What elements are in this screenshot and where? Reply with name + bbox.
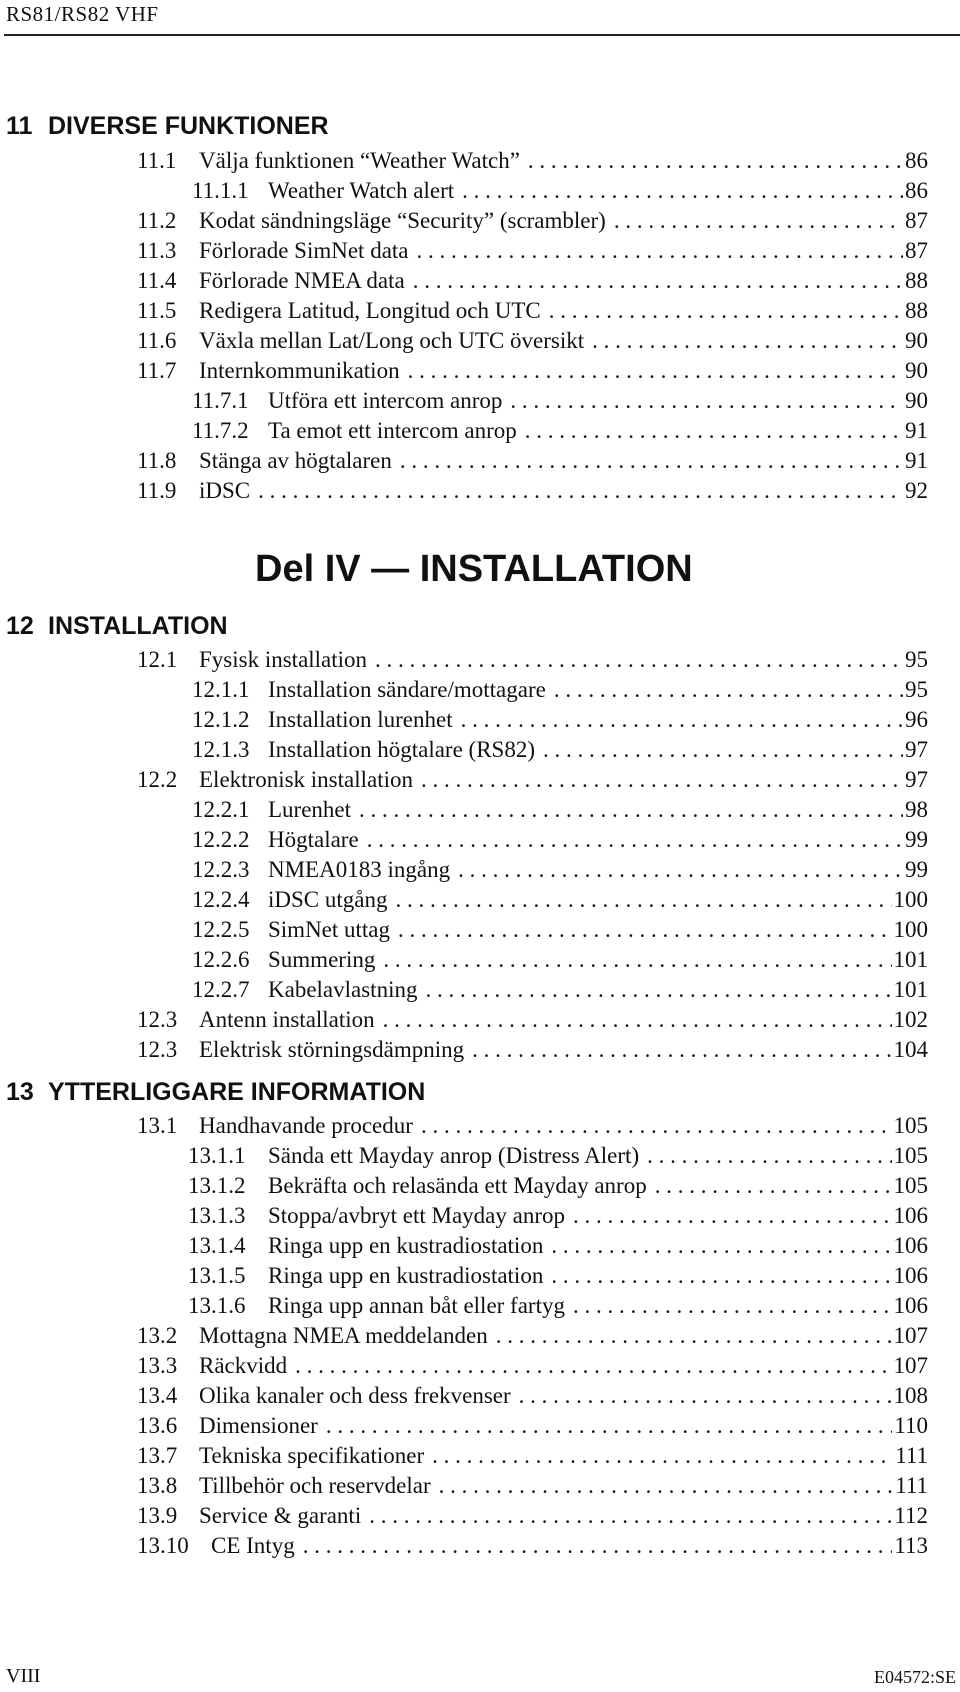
toc-entry[interactable]: [137, 1005, 928, 1035]
toc-entry[interactable]: [192, 915, 928, 945]
toc-number: 13.1.4: [188, 1233, 246, 1258]
toc-title: Redigera Latitud, Longitud och UTC: [199, 298, 541, 323]
toc-page: 99: [905, 857, 928, 882]
toc-page: 100: [893, 887, 928, 912]
toc-title: Välja funktionen “Weather Watch”: [199, 148, 520, 173]
toc-title: CE Intyg: [211, 1533, 295, 1558]
toc-title: Tillbehör och reservdelar: [199, 1473, 431, 1498]
toc-leader: [525, 416, 903, 446]
toc-number: 11.6: [137, 328, 177, 353]
toc-page: 111: [895, 1473, 928, 1498]
toc-leader: [573, 1201, 891, 1231]
toc-number: 13.1.2: [188, 1173, 246, 1198]
part-title: Del IV — INSTALLATION: [255, 548, 693, 590]
toc-page: 97: [905, 767, 928, 792]
header-rule: [4, 34, 960, 36]
toc-entry[interactable]: [137, 1411, 928, 1441]
toc-page: 101: [893, 977, 928, 1002]
toc-page: 97: [905, 737, 928, 762]
toc-number: 12.3: [137, 1007, 178, 1032]
toc-leader: [421, 1111, 892, 1141]
toc-number: 12.1.2: [192, 707, 250, 732]
toc-leader: [398, 915, 891, 945]
toc-leader: [326, 1411, 893, 1441]
toc-leader: [383, 945, 891, 975]
toc-entry[interactable]: [137, 765, 928, 795]
toc-entry[interactable]: [137, 1321, 928, 1351]
toc-title: Växla mellan Lat/Long och UTC översikt: [199, 328, 585, 353]
toc-leader: [655, 1171, 892, 1201]
toc-title: Kodat sändningsläge “Security” (scrambler): [199, 208, 606, 233]
toc-number: 11.2: [137, 208, 177, 233]
toc-number: 13.3: [137, 1353, 178, 1378]
toc-entry[interactable]: [188, 1171, 928, 1201]
toc-number: 13.1.3: [188, 1203, 246, 1228]
toc-entry[interactable]: [137, 356, 928, 386]
document-header: RS81/RS82 VHF: [6, 2, 159, 26]
toc-number: 13.10: [137, 1533, 189, 1558]
toc-entry[interactable]: [192, 176, 928, 206]
toc-leader: [295, 1351, 891, 1381]
toc-entry[interactable]: [137, 446, 928, 476]
toc-leader: [367, 825, 903, 855]
toc-number: 13.9: [137, 1503, 178, 1528]
toc-title: Bekräfta och relasända ett Mayday anrop: [268, 1173, 647, 1198]
toc-page: 104: [893, 1037, 928, 1062]
toc-entry[interactable]: [137, 236, 928, 266]
toc-leader: [510, 386, 903, 416]
toc-title: Installation lurenhet: [268, 707, 453, 732]
toc-number: 13.1.6: [188, 1293, 246, 1318]
toc-page: 100: [893, 917, 928, 942]
toc-number: 12.2.5: [192, 917, 250, 942]
toc-title: Stänga av högtalaren: [199, 448, 392, 473]
toc-page: 98: [905, 797, 928, 822]
toc-number: 13.1.1: [188, 1143, 246, 1168]
toc-number: 13.8: [137, 1473, 178, 1498]
toc-entry[interactable]: [137, 206, 928, 236]
toc-entry[interactable]: [192, 705, 928, 735]
toc-number: 13.1: [137, 1113, 178, 1138]
toc-entry[interactable]: [137, 1111, 928, 1141]
toc-title: Ringa upp en kustradiostation: [268, 1233, 544, 1258]
toc-entry[interactable]: [192, 885, 928, 915]
toc-title: Summering: [268, 947, 376, 972]
toc-entry[interactable]: [137, 146, 928, 176]
toc-title: Fysisk installation: [199, 647, 368, 672]
section-title-13: [6, 1078, 425, 1107]
toc-title: Förlorade NMEA data: [199, 268, 405, 293]
toc-page: 105: [893, 1173, 928, 1198]
toc-number: 12.1.3: [192, 737, 250, 762]
toc-title: Ringa upp annan båt eller fartyg: [268, 1293, 565, 1318]
toc-entry[interactable]: [137, 476, 928, 506]
toc-entry[interactable]: [137, 266, 928, 296]
toc-entry[interactable]: [192, 416, 928, 446]
toc-entry[interactable]: [192, 945, 928, 975]
section-label: INSTALLATION: [48, 612, 228, 640]
toc-page: 110: [894, 1413, 928, 1438]
toc-page: 86: [905, 178, 928, 203]
toc-page: 95: [905, 647, 928, 672]
toc-leader: [439, 1471, 894, 1501]
toc-leader: [592, 326, 903, 356]
section-title-11: [6, 112, 329, 141]
toc-page: 88: [905, 298, 928, 323]
toc-number: 11.3: [137, 238, 177, 263]
toc-page: 86: [905, 148, 928, 173]
toc-entry[interactable]: [192, 825, 928, 855]
toc-title: iDSC utgång: [268, 887, 388, 912]
toc-number: 11.7.2: [192, 418, 249, 443]
toc-leader: [369, 1501, 892, 1531]
toc-entry[interactable]: [137, 1501, 928, 1531]
toc-page: 92: [905, 478, 928, 503]
toc-number: 12.2.7: [192, 977, 250, 1002]
toc-number: 12.2.3: [192, 857, 250, 882]
toc-entry[interactable]: [137, 645, 928, 675]
toc-number: 12.1: [137, 647, 178, 672]
section-title-12: [6, 612, 228, 641]
toc-number: 11.7: [137, 358, 177, 383]
toc-leader: [417, 236, 903, 266]
toc-page: 88: [905, 268, 928, 293]
toc-entry[interactable]: [192, 735, 928, 765]
toc-entry[interactable]: [188, 1231, 928, 1261]
toc-page: 108: [893, 1383, 928, 1408]
toc-title: Ta emot ett intercom anrop: [268, 418, 517, 443]
toc-page: 90: [905, 358, 928, 383]
toc-leader: [375, 645, 903, 675]
toc-number: 11.7.1: [192, 388, 249, 413]
toc-leader: [496, 1321, 892, 1351]
toc-title: Dimensioner: [199, 1413, 318, 1438]
toc-title: Service & garanti: [199, 1503, 362, 1528]
toc-entry[interactable]: [137, 1471, 928, 1501]
toc-leader: [472, 1035, 891, 1065]
toc-title: Installation sändare/mottagare: [268, 677, 546, 702]
toc-page: 106: [893, 1203, 928, 1228]
toc-entry[interactable]: [137, 1531, 928, 1561]
toc-number: 13.1.5: [188, 1263, 246, 1288]
toc-number: 13.7: [137, 1443, 178, 1468]
toc-number: 13.6: [137, 1413, 178, 1438]
toc-number: 12.2.2: [192, 827, 250, 852]
toc-page: 95: [905, 677, 928, 702]
toc-entry[interactable]: [192, 675, 928, 705]
toc-leader: [383, 1005, 892, 1035]
toc-page: 107: [893, 1353, 928, 1378]
toc-leader: [462, 176, 903, 206]
page-number: VIII: [6, 1665, 41, 1687]
toc-title: Installation högtalare (RS82): [268, 737, 535, 762]
toc-number: 13.2: [137, 1323, 178, 1348]
toc-title: Förlorade SimNet data: [199, 238, 409, 263]
section-number: 12: [6, 612, 34, 640]
toc-entry[interactable]: [192, 975, 928, 1005]
toc-title: Tekniska specifikationer: [199, 1443, 425, 1468]
toc-title: Kabelavlastning: [268, 977, 418, 1002]
toc-entry[interactable]: [188, 1141, 928, 1171]
toc-page: 90: [905, 328, 928, 353]
toc-title: Elektrisk störningsdämpning: [199, 1037, 465, 1062]
toc-number: 11.4: [137, 268, 177, 293]
toc-title: iDSC: [199, 478, 251, 503]
toc-number: 12.1.1: [192, 677, 250, 702]
toc-page: 87: [905, 208, 928, 233]
toc-title: Utföra ett intercom anrop: [268, 388, 503, 413]
toc-entry[interactable]: [137, 1441, 928, 1471]
toc-number: 12.3: [137, 1037, 178, 1062]
toc-title: SimNet uttag: [268, 917, 391, 942]
toc-leader: [551, 1231, 891, 1261]
toc-leader: [528, 146, 903, 176]
toc-entry[interactable]: [188, 1201, 928, 1231]
document-code: E04572:SE: [873, 1667, 956, 1687]
toc-title: NMEA0183 ingång: [268, 857, 451, 882]
toc-page: 107: [893, 1323, 928, 1348]
toc-title: Lurenhet: [268, 797, 352, 822]
toc-page: 113: [894, 1533, 928, 1558]
toc-page: 106: [893, 1293, 928, 1318]
toc-page: 112: [894, 1503, 928, 1528]
toc-page: 96: [905, 707, 928, 732]
toc-title: Sända ett Mayday anrop (Distress Alert): [268, 1143, 640, 1168]
toc-leader: [303, 1531, 893, 1561]
toc-title: Elektronisk installation: [199, 767, 413, 792]
toc-number: 12.2.4: [192, 887, 250, 912]
toc-page: 99: [905, 827, 928, 852]
toc-number: 11.1.1: [192, 178, 249, 203]
toc-page: 91: [905, 448, 928, 473]
toc-title: Internkommunikation: [199, 358, 400, 383]
toc-entry[interactable]: [137, 1035, 928, 1065]
toc-page: 87: [905, 238, 928, 263]
toc-entry[interactable]: [137, 326, 928, 356]
section-label: DIVERSE FUNKTIONER: [48, 112, 329, 140]
toc-leader: [408, 356, 903, 386]
toc-entry[interactable]: [192, 855, 928, 885]
toc-leader: [551, 1261, 891, 1291]
toc-entry[interactable]: [188, 1261, 928, 1291]
toc-leader: [573, 1291, 892, 1321]
toc-page: 105: [893, 1143, 928, 1168]
toc-title: Weather Watch alert: [268, 178, 455, 203]
toc-leader: [425, 975, 891, 1005]
toc-leader: [413, 266, 903, 296]
toc-number: 12.2: [137, 767, 178, 792]
toc-title: Mottagna NMEA meddelanden: [199, 1323, 488, 1348]
toc-title: Handhavande procedur: [199, 1113, 413, 1138]
toc-entry[interactable]: [137, 296, 928, 326]
toc-title: Räckvidd: [199, 1353, 288, 1378]
toc-entry[interactable]: [137, 1351, 928, 1381]
toc-leader: [400, 446, 903, 476]
toc-leader: [258, 476, 903, 506]
toc-leader: [458, 855, 903, 885]
toc-title: Antenn installation: [199, 1007, 375, 1032]
toc-number: 11.5: [137, 298, 177, 323]
toc-title: Högtalare: [268, 827, 359, 852]
section-label: YTTERLIGGARE INFORMATION: [48, 1078, 426, 1106]
toc-page: 111: [895, 1443, 928, 1468]
toc-entry[interactable]: [192, 795, 928, 825]
toc-entry[interactable]: [188, 1291, 928, 1321]
toc-leader: [359, 795, 903, 825]
toc-leader: [554, 675, 903, 705]
toc-entry[interactable]: [192, 386, 928, 416]
toc-leader: [647, 1141, 891, 1171]
toc-leader: [614, 206, 903, 236]
toc-leader: [549, 296, 903, 326]
toc-page: 91: [905, 418, 928, 443]
toc-number: 13.4: [137, 1383, 178, 1408]
toc-number: 11.8: [137, 448, 177, 473]
toc-title: Olika kanaler och dess frekvenser: [199, 1383, 511, 1408]
toc-title: Ringa upp en kustradiostation: [268, 1263, 544, 1288]
toc-number: 11.9: [137, 478, 177, 503]
toc-page: 106: [893, 1233, 928, 1258]
section-number: 13: [6, 1078, 34, 1106]
toc-leader: [543, 735, 903, 765]
toc-leader: [432, 1441, 893, 1471]
toc-number: 11.1: [137, 148, 177, 173]
toc-page: 101: [893, 947, 928, 972]
toc-page: 90: [905, 388, 928, 413]
toc-page: 105: [893, 1113, 928, 1138]
toc-leader: [421, 765, 903, 795]
toc-leader: [461, 705, 903, 735]
toc-leader: [395, 885, 891, 915]
section-number: 11: [6, 112, 33, 140]
toc-entry[interactable]: [137, 1381, 928, 1411]
toc-number: 12.2.1: [192, 797, 250, 822]
toc-page: 106: [893, 1263, 928, 1288]
toc-title: Stoppa/avbryt ett Mayday anrop: [268, 1203, 566, 1228]
toc-number: 12.2.6: [192, 947, 250, 972]
toc-page: 102: [893, 1007, 928, 1032]
toc-leader: [519, 1381, 892, 1411]
